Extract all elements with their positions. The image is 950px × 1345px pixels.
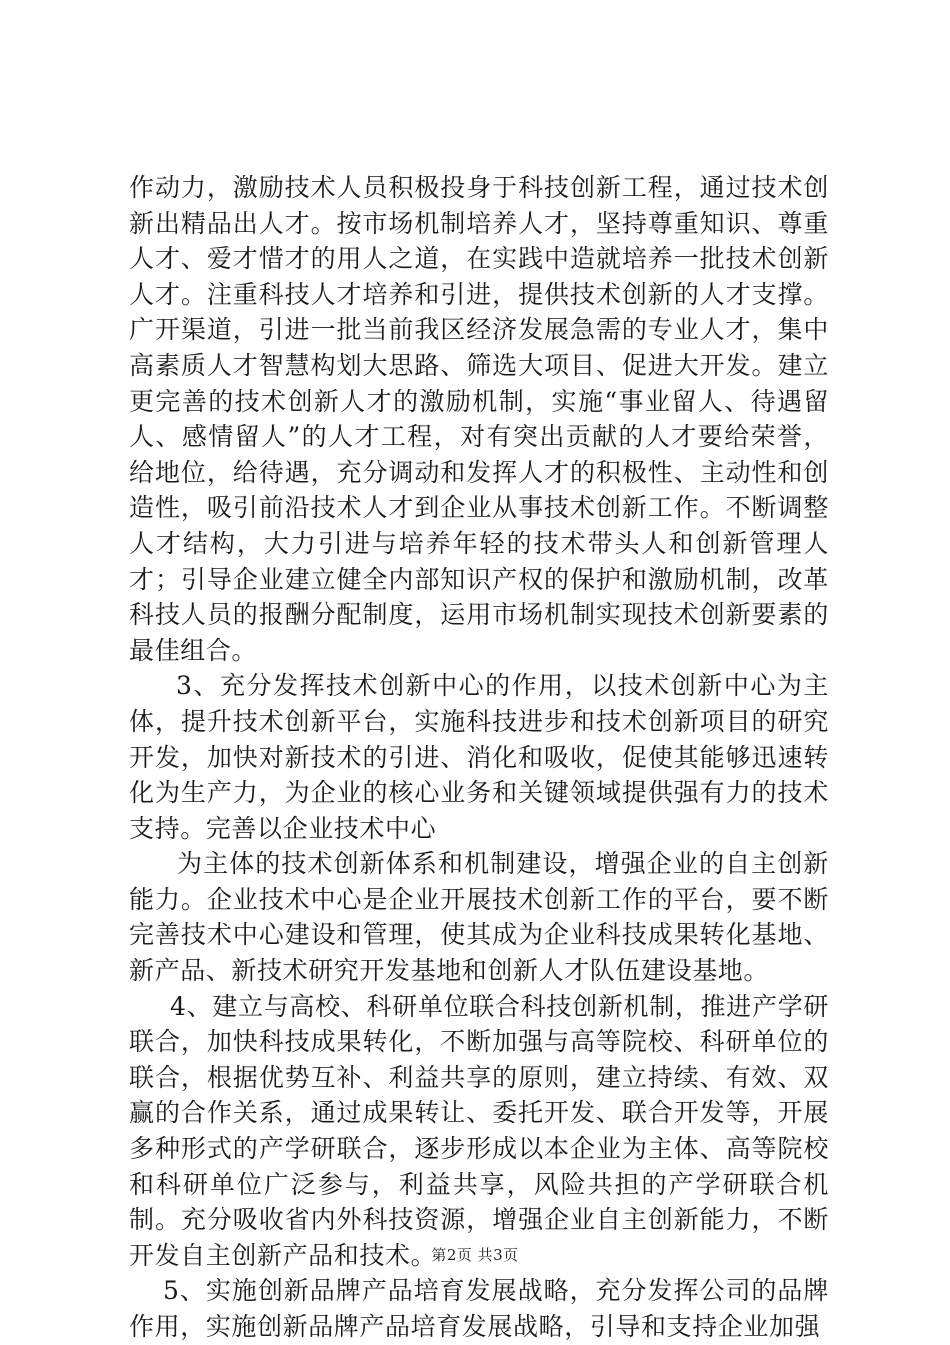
paragraph-talent-incentives: 作动力，激励技术人员积极投身于科技创新工程，通过技术创新出精品出人才。按市场机制培养人才，坚持尊重知识、尊重人才、爱才惜才的用人之道，在实践中造就培养一批技术创新人才。注重科技人才培养和引进，提供技术创新的人才支撑。广开渠道，引进一批当前我区经济发展急需的专业人才，集中高素质人才智慧构划大思路、筛选大项目、促进大开发。建立更完善的技术创新人才的激励机制，实施“事业留人、待遇留人、感情留人”的人才工程，对有突出贡献的人才要给荣誉，给地位，给待遇，充分调动和发挥人才的积极性、主动性和创造性，吸引前沿技术人才到企业从事技术创新工作。不断调整人才结构，大力引进与培养年轻的技术带头人和创新管理人才；引导企业建立健全内部知识产权的保护和激励机制，改革科技人员的报酬分配制度，运用市场机制实现技术创新要素的最佳组合。 [129,173,829,665]
paragraph-item-5: 5、实施创新品牌产品培育发展战略，充分发挥公司的品牌作用，实施创新品牌产品培育发展战略，引导和支持企业加强 [129,1276,829,1341]
paragraph-item-3-continued: 为主体的技术创新体系和机制建设，增强企业的自主创新能力。企业技术中心是企业开展技术创新工作的平台，要不断完善技术中心建设和管理，使其成为企业科技成果转化基地、新产品、新技术研究开发基地和创新人才队伍建设基地。 [129,849,829,986]
paragraph-item-4: 4、建立与高校、科研单位联合科技创新机制，推进产学研联合，加快科技成果转化，不断加强与高等院校、科研单位的联合，根据优势互补、利益共享的原则，建立持续、有效、双赢的合作关系，通过成果转让、委托开发、联合开发等，开展多种形式的产学研联合，逐步形成以本企业为主体、高等院校和科研单位广泛参与，利益共享，风险共担的产学研联合机制。充分吸收省内外科技资源，增强企业自主创新能力，不断开发自主创新产品和技术。 [129,991,829,1270]
paragraph-item-3: 3、充分发挥技术创新中心的作用，以技术创新中心为主体，提升技术创新平台，实施科技进步和技术创新项目的研究开发，加快对新技术的引进、消化和吸收，促使其能够迅速转化为生产力，为企业的核心业务和关键领域提供强有力的技术支持。完善以企业技术中心 [129,671,829,843]
document-body [129,170,829,1345]
page-footer: 第2页 共3页 [431,1246,519,1264]
